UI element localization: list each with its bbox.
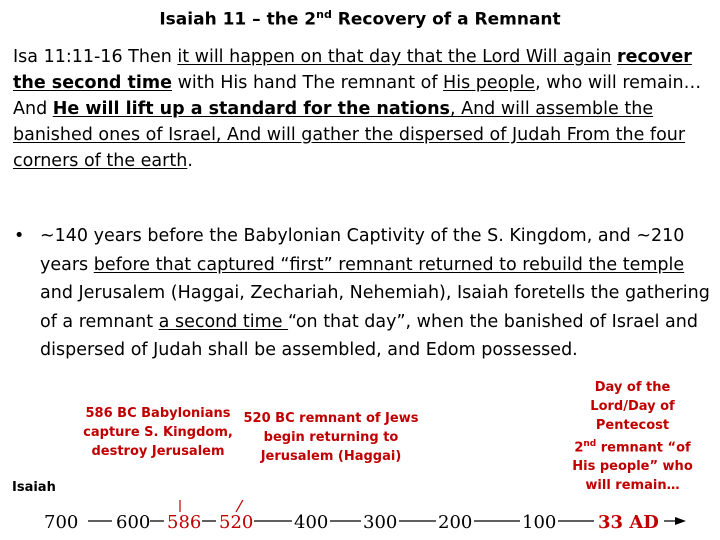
tick-586: 586 [167,512,202,533]
isaiah-marker-label: Isaiah [12,480,56,495]
tick-700: 700 [44,512,79,533]
bullet-text: ~140 years before the Babylonian Captivity of the S. Kingdom, and ~210 years before that captured “first” remnant returned to rebuild the temple and Jerusalem (Haggai, Zechariah, Nehemiah), Isaiah foretells the gathering of a remnant a second time “on that day”, when the banished of Israel and dispersed of Judah shall be assembled, and Edom possessed. [40,226,710,360]
tick-300: 300 [363,512,398,533]
annotation-33-ad: Day of the Lord/Day of Pentecost 2nd remnant “of His people” who will remain… [572,380,693,494]
annotation-586-bc: 586 BC Babylonians capture S. Kingdom, destroy Jerusalem [83,406,233,459]
tick-200: 200 [438,512,473,533]
scripture-quote: Isa 11:11-16 Then it will happen on that day that the Lord Will again recover the second time with His hand The remnant of His people, who will remain…And He will lift up a standard for the nations, And will assemble the banished ones of Israel, And will gather the dispersed of Judah From the four corners of the earth. [13,47,702,171]
pointer-520 [236,500,268,512]
tick-100: 100 [522,512,557,533]
slide-title: Isaiah 11 – the 2nd Recovery of a Remnant [159,8,561,30]
timeline-arrowhead [675,517,686,525]
tick-600: 600 [116,512,151,533]
tick-520: 520 [219,512,254,533]
bullet-dot: • [14,226,25,246]
tick-400: 400 [294,512,329,533]
scripture-reference: Isa 11:11-16 [13,47,123,67]
timeline [0,500,720,540]
tick-33-ad: 33 AD [598,512,659,533]
annotation-520-bc: 520 BC remnant of Jews begin returning to Jerusalem (Haggai) [243,411,419,464]
